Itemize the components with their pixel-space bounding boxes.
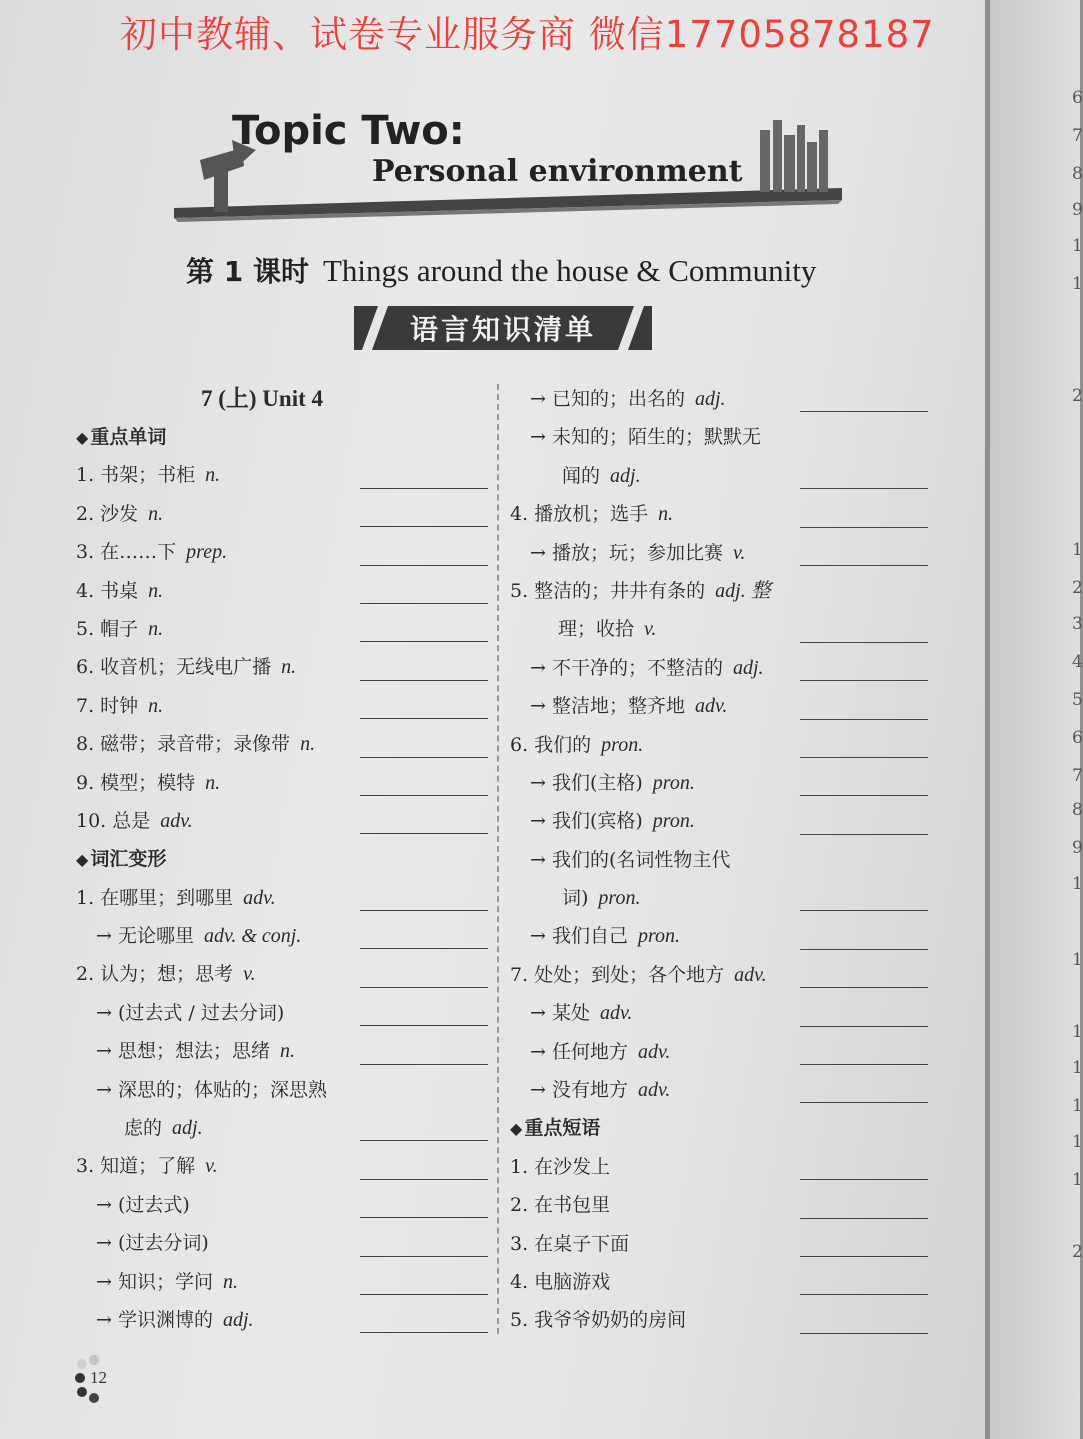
- part-of-speech: adv. & conj.: [203, 925, 302, 948]
- answer-blank[interactable]: [800, 642, 928, 643]
- part-of-speech: n.: [148, 694, 164, 717]
- diamond-bullet-icon: ◆: [76, 428, 89, 447]
- adjacent-page-number: 2: [1072, 386, 1083, 406]
- right-column: [510, 380, 928, 1340]
- section-subheading: [76, 840, 488, 878]
- vocab-item: [76, 764, 488, 802]
- answer-blank[interactable]: [360, 565, 488, 566]
- adjacent-page-number: 1: [1072, 874, 1083, 894]
- answer-blank[interactable]: [800, 1294, 928, 1295]
- part-of-speech: adv.: [637, 1079, 671, 1102]
- adjacent-page-number: 2: [1072, 578, 1083, 598]
- diamond-bullet-icon: ◆: [76, 850, 89, 870]
- vocab-text: 闻的: [562, 464, 601, 487]
- vocab-item: [510, 418, 928, 456]
- answer-blank[interactable]: [800, 757, 928, 758]
- vocab-item: [76, 1263, 488, 1301]
- vocab-text: → 思想；想法；思绪: [96, 1040, 270, 1063]
- vocab-item: [510, 726, 928, 764]
- vocab-text: 7. 时钟: [76, 694, 139, 717]
- vocab-text: 5. 我爷爷奶奶的房间: [510, 1309, 687, 1332]
- adjacent-page-number: 1: [1072, 950, 1083, 970]
- adjacent-page-number: 1: [1072, 1022, 1083, 1042]
- vocab-text: → (过去式 / 过去分词): [96, 1001, 285, 1024]
- adjacent-page-number: 8: [1072, 164, 1083, 184]
- vocab-text: 5. 整洁的；井井有条的: [510, 579, 706, 602]
- adjacent-page-number: 1: [1072, 1096, 1083, 1116]
- section-title: 语言知识清单: [409, 313, 596, 346]
- answer-blank[interactable]: [800, 527, 928, 528]
- vocab-text: → 深思的；体贴的；深思熟: [96, 1078, 327, 1101]
- answer-blank[interactable]: [360, 910, 488, 911]
- vocab-text: → 我们(宾格): [530, 810, 643, 833]
- answer-blank[interactable]: [360, 1025, 488, 1026]
- part-of-speech: n.: [300, 733, 316, 756]
- vocab-item: [76, 495, 488, 533]
- watermark-text: 初中教辅、试卷专业服务商 微信17705878187: [120, 13, 935, 56]
- vocab-text: 理；收拾: [558, 618, 635, 641]
- answer-blank[interactable]: [360, 795, 488, 796]
- vocab-text: 5. 帽子: [76, 617, 139, 640]
- answer-blank[interactable]: [800, 411, 928, 412]
- adjacent-page-number: 9: [1072, 838, 1083, 858]
- subheading-text: 词汇变形: [90, 848, 167, 871]
- section-subheading: [76, 418, 488, 456]
- part-of-speech: adj. 整: [715, 579, 771, 602]
- vocab-text: → 已知的；出名的: [530, 388, 685, 410]
- vocab-item: [510, 994, 928, 1032]
- answer-blank[interactable]: [800, 834, 928, 835]
- adjacent-page-number: 6: [1072, 88, 1083, 108]
- vocab-item: [76, 610, 488, 648]
- vocab-text: → 学识渊博的: [96, 1308, 213, 1331]
- subheading-text: 重点单词: [90, 426, 167, 448]
- vocab-text: 2. 在书包里: [510, 1194, 611, 1217]
- part-of-speech: adj.: [610, 464, 641, 487]
- answer-blank[interactable]: [800, 1102, 928, 1103]
- vocab-item: [76, 994, 488, 1032]
- vocab-text: 1. 书架；书柜: [76, 464, 196, 487]
- answer-blank[interactable]: [360, 680, 488, 681]
- adjacent-page-number: 8: [1072, 800, 1083, 820]
- part-of-speech: adj.: [732, 656, 764, 679]
- vocab-item: [510, 1033, 928, 1071]
- part-of-speech: adv.: [734, 963, 767, 986]
- part-of-speech: adj.: [172, 1117, 203, 1140]
- unit-heading: 7 (上) Unit 4: [200, 386, 324, 411]
- vocab-item: [510, 917, 928, 955]
- part-of-speech: v.: [644, 618, 657, 641]
- answer-blank[interactable]: [800, 1179, 928, 1180]
- vocab-text: 9. 模型；模特: [76, 771, 196, 794]
- part-of-speech: pron.: [637, 925, 681, 948]
- vocab-item: [510, 534, 928, 572]
- vocab-item: [510, 1301, 928, 1339]
- adjacent-page-number: 1: [1072, 236, 1083, 256]
- vocab-item: [76, 1032, 488, 1070]
- vocab-item: [76, 1301, 488, 1339]
- vocab-item: [76, 879, 488, 917]
- vocab-item: [76, 533, 488, 571]
- part-of-speech: pron.: [652, 771, 695, 794]
- vocab-text: 3. 知道；了解: [76, 1155, 196, 1178]
- vocab-item: [510, 649, 928, 687]
- part-of-speech: v.: [243, 963, 256, 986]
- adjacent-page-number: 1: [1072, 540, 1083, 560]
- vocab-item: [510, 1071, 928, 1109]
- adjacent-page-number: 1: [1072, 1170, 1083, 1190]
- lesson-title: Things around the house & Community: [322, 253, 817, 288]
- vocab-item: [510, 841, 928, 879]
- answer-blank[interactable]: [360, 987, 488, 988]
- part-of-speech: adv.: [694, 695, 728, 718]
- adjacent-page-number: 5: [1072, 690, 1083, 710]
- answer-blank[interactable]: [360, 718, 488, 719]
- vocab-item: [76, 917, 488, 955]
- vocab-text: → 播放；玩；参加比赛: [530, 541, 723, 564]
- vocab-text: → 我们自己: [530, 925, 628, 948]
- vocab-item: [510, 956, 928, 994]
- adjacent-page-number: 1: [1072, 274, 1083, 294]
- part-of-speech: prep.: [186, 541, 228, 564]
- vocab-item: [76, 955, 488, 993]
- vocab-item: [76, 456, 488, 494]
- vocab-text: 7. 处处；到处；各个地方: [510, 963, 725, 986]
- answer-blank[interactable]: [800, 1064, 928, 1065]
- answer-blank[interactable]: [360, 1140, 488, 1141]
- vocab-text: 2. 沙发: [76, 502, 139, 525]
- left-column: [76, 380, 488, 1339]
- vocab-item: [76, 648, 488, 686]
- vocab-text: → 无论哪里: [96, 925, 194, 948]
- answer-blank[interactable]: [360, 1332, 488, 1333]
- part-of-speech: adv.: [160, 809, 193, 832]
- vocab-text: 6. 我们的: [510, 733, 592, 756]
- answer-blank[interactable]: [360, 1256, 488, 1257]
- vocab-item: [510, 764, 928, 802]
- answer-blank[interactable]: [800, 987, 928, 988]
- answer-blank[interactable]: [360, 833, 488, 834]
- vocab-text: 8. 磁带；录音带；录像带: [76, 733, 291, 756]
- vocab-text: → (过去分词): [96, 1232, 209, 1255]
- part-of-speech: pron.: [601, 733, 644, 756]
- section-banner: [354, 306, 652, 350]
- answer-blank[interactable]: [800, 910, 928, 911]
- vocab-text: → 未知的；陌生的；默默无: [530, 426, 761, 449]
- answer-blank[interactable]: [800, 949, 928, 950]
- vocab-text: → 整洁地；整齐地: [530, 695, 685, 718]
- vocab-item: [510, 1263, 928, 1301]
- adjacent-page-number: 7: [1072, 766, 1083, 786]
- part-of-speech: adv.: [599, 1002, 633, 1025]
- part-of-speech: v.: [205, 1155, 218, 1178]
- vocab-item: [510, 687, 928, 725]
- part-of-speech: n.: [148, 579, 164, 602]
- adjacent-page-number: 1: [1072, 1058, 1083, 1078]
- vocab-text: 10. 总是: [76, 809, 151, 832]
- topic-subtitle: Personal environment: [372, 154, 743, 189]
- adjacent-page-number: 9: [1072, 200, 1083, 220]
- answer-blank[interactable]: [360, 1064, 488, 1065]
- vocab-text: → 没有地方: [530, 1079, 628, 1102]
- vocab-text: 3. 在桌子下面: [510, 1232, 630, 1255]
- answer-blank[interactable]: [360, 948, 488, 949]
- vocab-item: [76, 802, 488, 840]
- vocab-item: [510, 1186, 928, 1224]
- answer-blank[interactable]: [360, 488, 488, 489]
- answer-blank[interactable]: [360, 526, 488, 527]
- topic-title: Topic Two:: [232, 108, 465, 154]
- lesson-number: 第 1 课时: [186, 255, 309, 288]
- vocab-item: [76, 687, 488, 725]
- part-of-speech: n.: [148, 617, 164, 640]
- subheading-text: 重点短语: [524, 1117, 601, 1140]
- vocab-item: [510, 495, 928, 533]
- vocab-text: 4. 电脑游戏: [510, 1270, 611, 1293]
- diamond-bullet-icon: ◆: [510, 1119, 523, 1139]
- answer-blank[interactable]: [360, 1179, 488, 1180]
- vocab-item: [76, 725, 488, 763]
- part-of-speech: adv.: [637, 1040, 671, 1063]
- vocab-item: [510, 380, 928, 418]
- lesson-heading: [186, 250, 816, 290]
- section-subheading: [510, 1109, 928, 1147]
- vocab-item: [76, 1109, 488, 1147]
- answer-blank[interactable]: [360, 603, 488, 604]
- adjacent-page-number: 1: [1072, 1132, 1083, 1152]
- part-of-speech: n.: [281, 656, 297, 679]
- vocab-text: → 某处: [530, 1002, 590, 1025]
- part-of-speech: adj.: [222, 1308, 254, 1331]
- vocab-text: 3. 在……下: [76, 541, 177, 564]
- part-of-speech: adv.: [243, 886, 276, 909]
- part-of-speech: n.: [658, 503, 674, 526]
- adjacent-page-number: 7: [1072, 126, 1083, 146]
- adjacent-page-number: 4: [1072, 652, 1083, 672]
- adjacent-page-number: 2: [1072, 1242, 1083, 1262]
- vocab-text: → 任何地方: [530, 1040, 628, 1063]
- adjacent-page-number: 6: [1072, 728, 1083, 748]
- answer-blank[interactable]: [800, 680, 928, 681]
- vocab-item: [510, 1148, 928, 1186]
- part-of-speech: v.: [732, 541, 746, 564]
- vocab-item: [510, 610, 928, 648]
- vocab-item: [510, 879, 928, 917]
- vocab-text: 词): [562, 887, 589, 910]
- page-number: 12: [90, 1368, 107, 1387]
- part-of-speech: pron.: [652, 810, 695, 833]
- vocab-text: → 不干净的；不整洁的: [530, 656, 723, 679]
- vocab-item: [510, 1225, 928, 1263]
- vocab-item: [76, 1071, 488, 1109]
- part-of-speech: n.: [148, 502, 164, 525]
- vocab-item: [510, 457, 928, 495]
- vocab-text: 4. 播放机；选手: [510, 503, 649, 526]
- vocab-item: [510, 802, 928, 840]
- vocab-text: → 我们的(名词性物主代: [530, 848, 731, 871]
- answer-blank[interactable]: [800, 795, 928, 796]
- answer-blank[interactable]: [800, 1026, 928, 1027]
- answer-blank[interactable]: [800, 1256, 928, 1257]
- part-of-speech: n.: [222, 1270, 238, 1293]
- part-of-speech: n.: [205, 771, 221, 794]
- answer-blank[interactable]: [800, 719, 928, 720]
- answer-blank[interactable]: [800, 488, 928, 489]
- vocab-item: [510, 572, 928, 610]
- vocab-item: [76, 572, 488, 610]
- part-of-speech: n.: [279, 1040, 295, 1063]
- part-of-speech: n.: [205, 464, 221, 487]
- vocab-text: → 我们(主格): [530, 771, 643, 794]
- answer-blank[interactable]: [800, 565, 928, 566]
- answer-blank[interactable]: [800, 1333, 928, 1334]
- vocab-item: [76, 1224, 488, 1262]
- vocab-text: 6. 收音机；无线电广播: [76, 656, 272, 679]
- answer-blank[interactable]: [800, 1218, 928, 1219]
- vocab-text: 虑的: [124, 1117, 163, 1140]
- vocab-text: 2. 认为；想；思考: [76, 963, 234, 986]
- answer-blank[interactable]: [360, 757, 488, 758]
- answer-blank[interactable]: [360, 1294, 488, 1295]
- vocab-text: 1. 在哪里；到哪里: [76, 886, 234, 909]
- page-number-badge: [74, 1356, 114, 1402]
- answer-blank[interactable]: [360, 1217, 488, 1218]
- vocab-item: [76, 1186, 488, 1224]
- vocab-text: 1. 在沙发上: [510, 1155, 611, 1178]
- adjacent-page-edge: [990, 0, 1083, 1439]
- vocab-text: → (过去式): [96, 1193, 190, 1216]
- part-of-speech: pron.: [598, 887, 641, 910]
- column-divider: [497, 384, 499, 1334]
- adjacent-page-number: 3: [1072, 614, 1083, 634]
- vocab-text: → 知识；学问: [96, 1270, 213, 1293]
- vocab-item: [76, 1147, 488, 1185]
- part-of-speech: adj.: [694, 388, 726, 410]
- answer-blank[interactable]: [360, 641, 488, 642]
- vocab-text: 4. 书桌: [76, 579, 139, 602]
